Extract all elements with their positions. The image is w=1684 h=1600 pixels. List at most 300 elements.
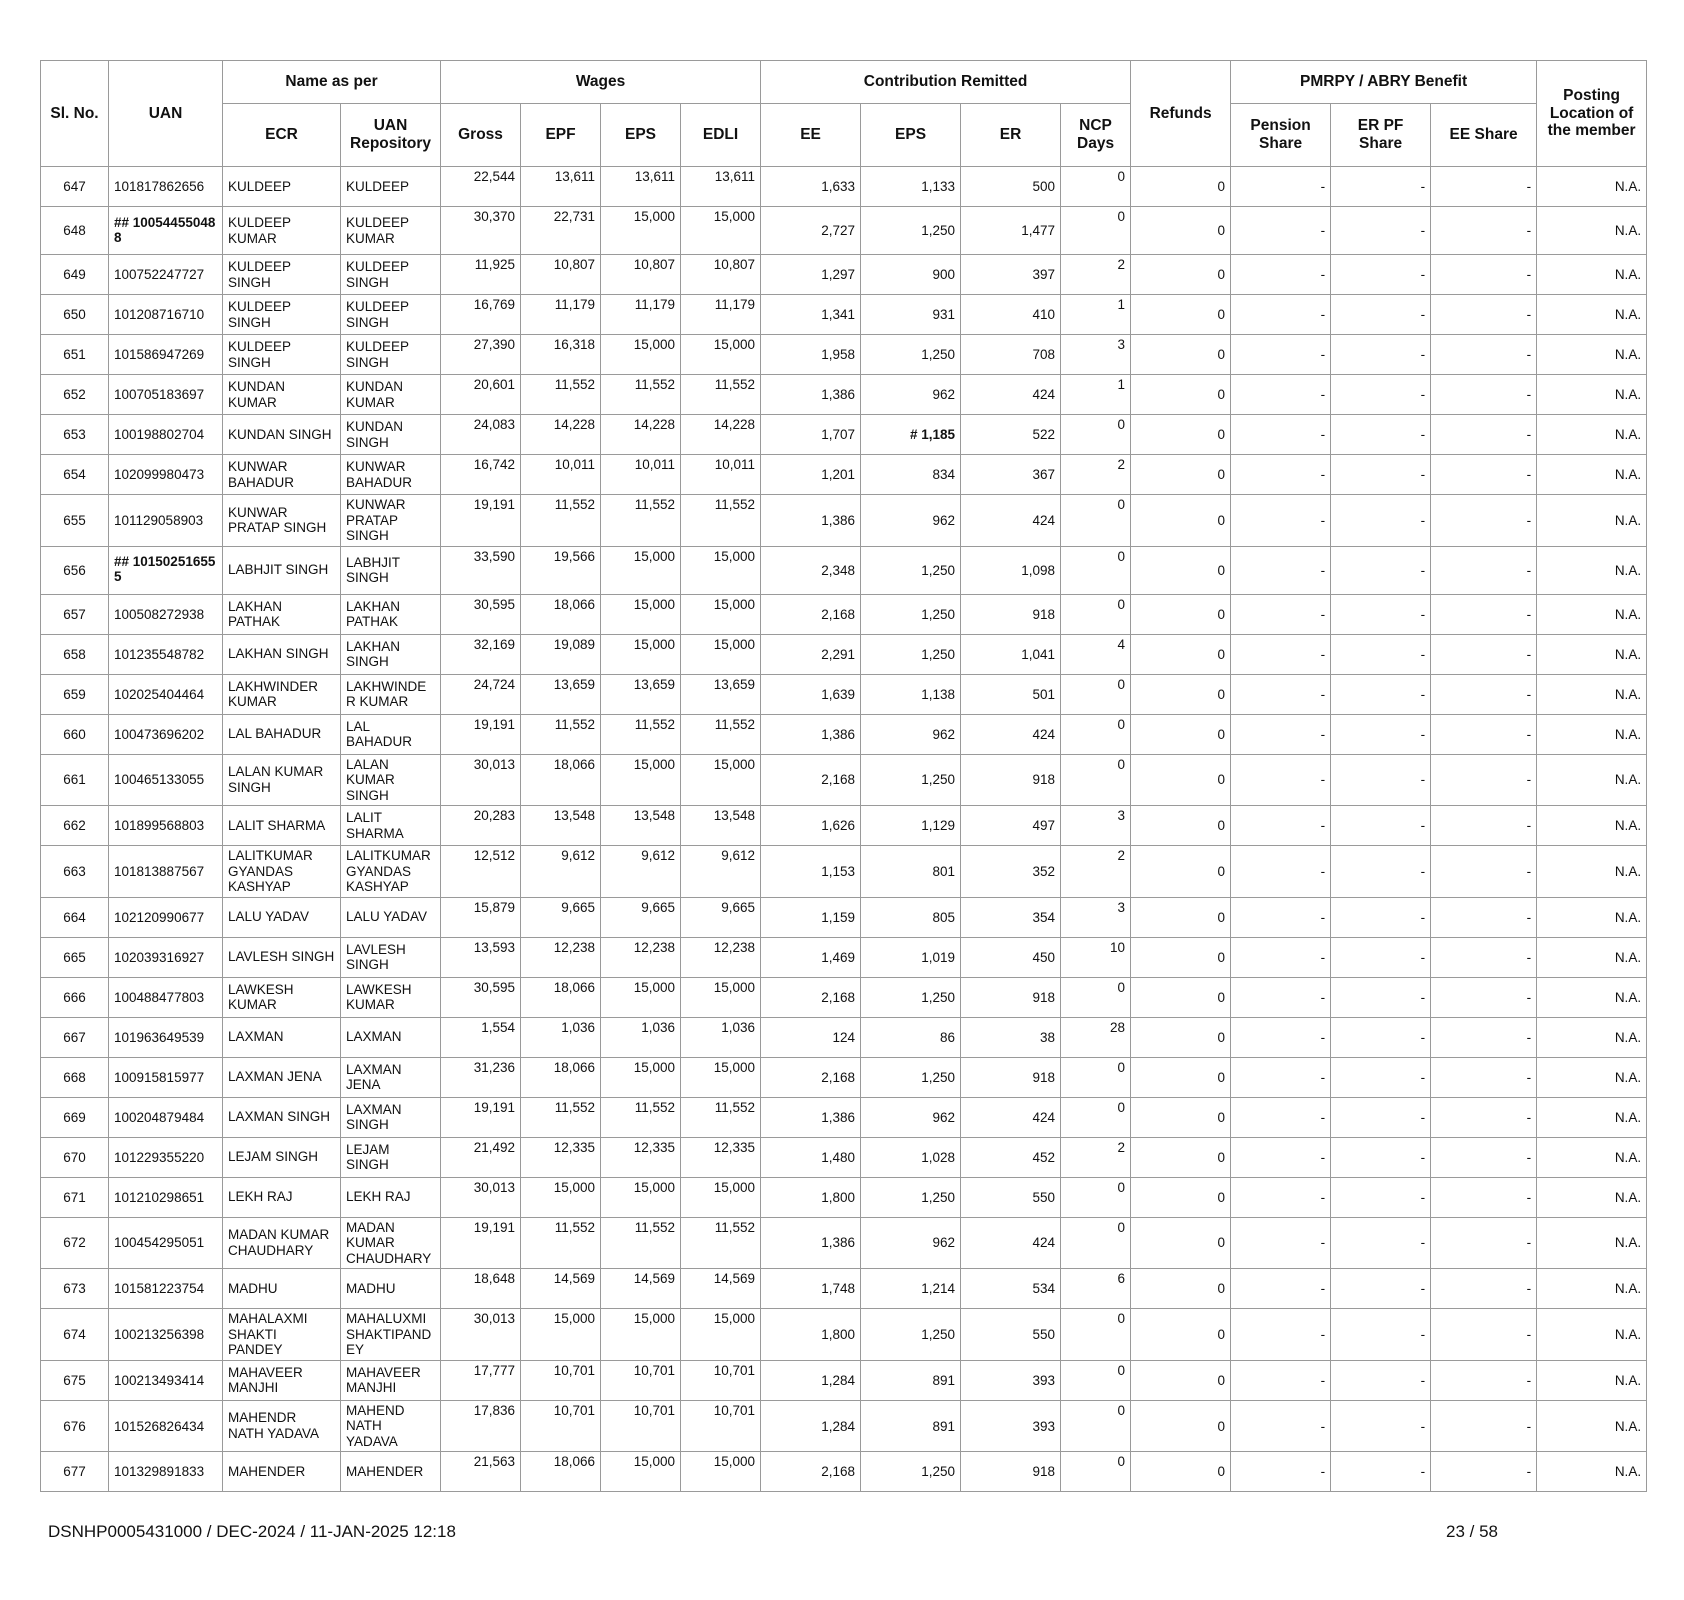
- cell-er: 550: [961, 1309, 1061, 1361]
- cell-er: 534: [961, 1269, 1061, 1309]
- cell-uan: 101817862656: [109, 167, 223, 207]
- cell-contribution-eps: # 1,185: [861, 415, 961, 455]
- cell-epf: 16,318: [521, 335, 601, 375]
- cell-gross: 16,769: [441, 295, 521, 335]
- cell-name-uan-repository: LAVLESH SINGH: [341, 937, 441, 977]
- cell-posting-location: N.A.: [1537, 594, 1647, 634]
- cell-ee: 1,958: [761, 335, 861, 375]
- cell-er: 918: [961, 754, 1061, 806]
- cell-ncp-days: 0: [1061, 1057, 1131, 1097]
- cell-eps: 10,701: [601, 1360, 681, 1400]
- table-row: [41, 1269, 1647, 1309]
- cell-refunds: 0: [1131, 937, 1231, 977]
- cell-ee-share: -: [1431, 754, 1537, 806]
- cell-ncp-days: 0: [1061, 495, 1131, 547]
- table-row: [41, 255, 1647, 295]
- cell-name-uan-repository: LAKHAN SINGH: [341, 634, 441, 674]
- cell-epf: 10,807: [521, 255, 601, 295]
- cell-contribution-eps: 1,250: [861, 546, 961, 594]
- cell-name-uan-repository: KULDEEP KUMAR: [341, 207, 441, 255]
- cell-pension-share: -: [1231, 846, 1331, 898]
- cell-pension-share: -: [1231, 1452, 1331, 1492]
- table-row: [41, 594, 1647, 634]
- cell-sl-no: 665: [41, 937, 109, 977]
- cell-name-ecr: MADHU: [223, 1269, 341, 1309]
- cell-ncp-days: 0: [1061, 1177, 1131, 1217]
- cell-er-pf-share: -: [1331, 295, 1431, 335]
- cell-ncp-days: 0: [1061, 1309, 1131, 1361]
- cell-ncp-days: 0: [1061, 1360, 1131, 1400]
- cell-ee-share: -: [1431, 167, 1537, 207]
- cell-ee: 1,297: [761, 255, 861, 295]
- cell-contribution-eps: 962: [861, 375, 961, 415]
- cell-posting-location: N.A.: [1537, 674, 1647, 714]
- cell-sl-no: 676: [41, 1400, 109, 1452]
- table-row: [41, 1452, 1647, 1492]
- cell-contribution-eps: 1,250: [861, 1057, 961, 1097]
- cell-pension-share: -: [1231, 977, 1331, 1017]
- table-row: [41, 806, 1647, 846]
- cell-epf: 19,566: [521, 546, 601, 594]
- cell-ee-share: -: [1431, 977, 1537, 1017]
- cell-name-ecr: MAHAVEER MANJHI: [223, 1360, 341, 1400]
- cell-ee-share: -: [1431, 375, 1537, 415]
- cell-eps: 15,000: [601, 335, 681, 375]
- cell-ee-share: -: [1431, 1097, 1537, 1137]
- cell-er-pf-share: -: [1331, 375, 1431, 415]
- header-uan-repository: UAN Repository: [341, 104, 441, 167]
- cell-edli: 12,238: [681, 937, 761, 977]
- table-row: [41, 1137, 1647, 1177]
- cell-ee-share: -: [1431, 1017, 1537, 1057]
- cell-er: 500: [961, 167, 1061, 207]
- cell-epf: 19,089: [521, 634, 601, 674]
- cell-er-pf-share: -: [1331, 1400, 1431, 1452]
- cell-eps: 15,000: [601, 594, 681, 634]
- cell-name-uan-repository: LALITKUMAR GYANDAS KASHYAP: [341, 846, 441, 898]
- cell-epf: 18,066: [521, 977, 601, 1017]
- cell-ee: 1,480: [761, 1137, 861, 1177]
- cell-eps: 11,552: [601, 714, 681, 754]
- cell-er: 1,477: [961, 207, 1061, 255]
- cell-uan: 100204879484: [109, 1097, 223, 1137]
- cell-er-pf-share: -: [1331, 937, 1431, 977]
- cell-edli: 10,701: [681, 1360, 761, 1400]
- cell-name-uan-repository: LAKHAN PATHAK: [341, 594, 441, 634]
- cell-sl-no: 653: [41, 415, 109, 455]
- cell-er-pf-share: -: [1331, 846, 1431, 898]
- cell-refunds: 0: [1131, 167, 1231, 207]
- cell-name-ecr: LAXMAN: [223, 1017, 341, 1057]
- cell-posting-location: N.A.: [1537, 335, 1647, 375]
- cell-name-ecr: LALU YADAV: [223, 897, 341, 937]
- cell-name-uan-repository: KULDEEP SINGH: [341, 255, 441, 295]
- cell-uan: 102039316927: [109, 937, 223, 977]
- cell-edli: 13,548: [681, 806, 761, 846]
- cell-sl-no: 655: [41, 495, 109, 547]
- cell-contribution-eps: 1,028: [861, 1137, 961, 1177]
- cell-er-pf-share: -: [1331, 594, 1431, 634]
- cell-er-pf-share: -: [1331, 167, 1431, 207]
- cell-er: 424: [961, 1217, 1061, 1269]
- cell-sl-no: 672: [41, 1217, 109, 1269]
- cell-ncp-days: 0: [1061, 207, 1131, 255]
- cell-epf: 11,179: [521, 295, 601, 335]
- cell-uan: 100454295051: [109, 1217, 223, 1269]
- cell-epf: 14,569: [521, 1269, 601, 1309]
- cell-sl-no: 669: [41, 1097, 109, 1137]
- cell-er: 1,041: [961, 634, 1061, 674]
- cell-contribution-eps: 1,250: [861, 335, 961, 375]
- cell-epf: 13,611: [521, 167, 601, 207]
- cell-contribution-eps: 1,250: [861, 634, 961, 674]
- cell-epf: 10,011: [521, 455, 601, 495]
- cell-er-pf-share: -: [1331, 546, 1431, 594]
- cell-gross: 27,390: [441, 335, 521, 375]
- cell-gross: 30,013: [441, 1177, 521, 1217]
- cell-uan: 101210298651: [109, 1177, 223, 1217]
- cell-uan: 102120990677: [109, 897, 223, 937]
- cell-name-uan-repository: LEKH RAJ: [341, 1177, 441, 1217]
- cell-eps: 15,000: [601, 207, 681, 255]
- cell-posting-location: N.A.: [1537, 634, 1647, 674]
- cell-er: 38: [961, 1017, 1061, 1057]
- cell-ee: 1,386: [761, 495, 861, 547]
- cell-sl-no: 648: [41, 207, 109, 255]
- cell-er: 450: [961, 937, 1061, 977]
- cell-sl-no: 659: [41, 674, 109, 714]
- cell-pension-share: -: [1231, 255, 1331, 295]
- cell-gross: 17,777: [441, 1360, 521, 1400]
- cell-name-ecr: KUNWAR PRATAP SINGH: [223, 495, 341, 547]
- table-row: [41, 1217, 1647, 1269]
- cell-gross: 20,283: [441, 806, 521, 846]
- cell-name-uan-repository: MAHAVEER MANJHI: [341, 1360, 441, 1400]
- cell-edli: 15,000: [681, 1309, 761, 1361]
- cell-pension-share: -: [1231, 674, 1331, 714]
- cell-uan: 100705183697: [109, 375, 223, 415]
- cell-name-uan-repository: LAL BAHADUR: [341, 714, 441, 754]
- cell-gross: 17,836: [441, 1400, 521, 1452]
- cell-contribution-eps: 1,019: [861, 937, 961, 977]
- cell-name-uan-repository: MADAN KUMAR CHAUDHARY: [341, 1217, 441, 1269]
- cell-uan: 101208716710: [109, 295, 223, 335]
- cell-gross: 20,601: [441, 375, 521, 415]
- cell-eps: 15,000: [601, 1452, 681, 1492]
- cell-posting-location: N.A.: [1537, 375, 1647, 415]
- cell-posting-location: N.A.: [1537, 806, 1647, 846]
- cell-uan: 101899568803: [109, 806, 223, 846]
- table-row: [41, 977, 1647, 1017]
- table-row: [41, 634, 1647, 674]
- cell-epf: 11,552: [521, 1217, 601, 1269]
- cell-refunds: 0: [1131, 714, 1231, 754]
- cell-pension-share: -: [1231, 295, 1331, 335]
- cell-edli: 11,552: [681, 375, 761, 415]
- cell-sl-no: 674: [41, 1309, 109, 1361]
- cell-refunds: 0: [1131, 375, 1231, 415]
- cell-gross: 15,879: [441, 897, 521, 937]
- cell-eps: 13,548: [601, 806, 681, 846]
- table-row: [41, 455, 1647, 495]
- cell-ncp-days: 0: [1061, 415, 1131, 455]
- table-row: [41, 495, 1647, 547]
- cell-pension-share: -: [1231, 1097, 1331, 1137]
- cell-pension-share: -: [1231, 495, 1331, 547]
- cell-eps: 1,036: [601, 1017, 681, 1057]
- cell-gross: 18,648: [441, 1269, 521, 1309]
- header-gross: Gross: [441, 104, 521, 167]
- cell-pension-share: -: [1231, 594, 1331, 634]
- cell-name-ecr: LABHJIT SINGH: [223, 546, 341, 594]
- cell-gross: 32,169: [441, 634, 521, 674]
- header-contribution-remitted: Contribution Remitted: [761, 61, 1131, 104]
- cell-ee-share: -: [1431, 594, 1537, 634]
- cell-name-ecr: KULDEEP KUMAR: [223, 207, 341, 255]
- cell-ee-share: -: [1431, 1400, 1537, 1452]
- cell-gross: 21,563: [441, 1452, 521, 1492]
- cell-contribution-eps: 962: [861, 1217, 961, 1269]
- cell-gross: 11,925: [441, 255, 521, 295]
- table-row: [41, 295, 1647, 335]
- header-epf: EPF: [521, 104, 601, 167]
- cell-epf: 11,552: [521, 714, 601, 754]
- cell-ee-share: -: [1431, 1057, 1537, 1097]
- cell-gross: 30,013: [441, 1309, 521, 1361]
- cell-ee-share: -: [1431, 1360, 1537, 1400]
- cell-edli: 13,611: [681, 167, 761, 207]
- cell-uan: 100198802704: [109, 415, 223, 455]
- cell-uan: 102099980473: [109, 455, 223, 495]
- contribution-table: [40, 60, 1647, 1492]
- cell-ncp-days: 0: [1061, 977, 1131, 1017]
- cell-refunds: 0: [1131, 674, 1231, 714]
- cell-epf: 18,066: [521, 594, 601, 634]
- cell-name-ecr: KULDEEP SINGH: [223, 335, 341, 375]
- cell-edli: 14,569: [681, 1269, 761, 1309]
- cell-ee-share: -: [1431, 846, 1537, 898]
- cell-refunds: 0: [1131, 594, 1231, 634]
- cell-uan: 101963649539: [109, 1017, 223, 1057]
- cell-contribution-eps: 1,250: [861, 977, 961, 1017]
- cell-ee: 1,386: [761, 1097, 861, 1137]
- cell-refunds: 0: [1131, 806, 1231, 846]
- cell-refunds: 0: [1131, 455, 1231, 495]
- cell-name-uan-repository: KUNDAN KUMAR: [341, 375, 441, 415]
- cell-contribution-eps: 1,138: [861, 674, 961, 714]
- cell-ncp-days: 1: [1061, 295, 1131, 335]
- cell-er: 918: [961, 1057, 1061, 1097]
- cell-name-uan-repository: LAXMAN SINGH: [341, 1097, 441, 1137]
- table-row: [41, 754, 1647, 806]
- cell-contribution-eps: 891: [861, 1400, 961, 1452]
- cell-posting-location: N.A.: [1537, 1452, 1647, 1492]
- cell-eps: 11,552: [601, 495, 681, 547]
- cell-posting-location: N.A.: [1537, 546, 1647, 594]
- cell-uan: 100915815977: [109, 1057, 223, 1097]
- cell-name-uan-repository: KUNWAR BAHADUR: [341, 455, 441, 495]
- cell-eps: 11,552: [601, 1097, 681, 1137]
- cell-pension-share: -: [1231, 1177, 1331, 1217]
- cell-ee-share: -: [1431, 1217, 1537, 1269]
- cell-epf: 18,066: [521, 1057, 601, 1097]
- cell-pension-share: -: [1231, 375, 1331, 415]
- cell-uan: 102025404464: [109, 674, 223, 714]
- cell-uan: 100488477803: [109, 977, 223, 1017]
- cell-name-ecr: LAKHWINDER KUMAR: [223, 674, 341, 714]
- cell-refunds: 0: [1131, 754, 1231, 806]
- cell-name-ecr: LAXMAN SINGH: [223, 1097, 341, 1137]
- cell-er-pf-share: -: [1331, 897, 1431, 937]
- cell-er-pf-share: -: [1331, 1452, 1431, 1492]
- cell-gross: 31,236: [441, 1057, 521, 1097]
- cell-edli: 15,000: [681, 977, 761, 1017]
- cell-epf: 11,552: [521, 495, 601, 547]
- header-ecr: ECR: [223, 104, 341, 167]
- cell-ncp-days: 0: [1061, 167, 1131, 207]
- cell-refunds: 0: [1131, 207, 1231, 255]
- cell-ncp-days: 0: [1061, 1452, 1131, 1492]
- cell-edli: 1,036: [681, 1017, 761, 1057]
- cell-edli: 15,000: [681, 634, 761, 674]
- cell-posting-location: N.A.: [1537, 1137, 1647, 1177]
- cell-ee-share: -: [1431, 634, 1537, 674]
- header-er: ER: [961, 104, 1061, 167]
- cell-contribution-eps: 805: [861, 897, 961, 937]
- cell-name-uan-repository: LALIT SHARMA: [341, 806, 441, 846]
- cell-epf: 10,701: [521, 1400, 601, 1452]
- cell-posting-location: N.A.: [1537, 1017, 1647, 1057]
- header-name-as-per: Name as per: [223, 61, 441, 104]
- cell-er: 424: [961, 375, 1061, 415]
- cell-contribution-eps: 801: [861, 846, 961, 898]
- cell-er-pf-share: -: [1331, 1309, 1431, 1361]
- cell-edli: 14,228: [681, 415, 761, 455]
- cell-eps: 10,807: [601, 255, 681, 295]
- header-edli: EDLI: [681, 104, 761, 167]
- cell-posting-location: N.A.: [1537, 846, 1647, 898]
- cell-gross: 1,554: [441, 1017, 521, 1057]
- cell-posting-location: N.A.: [1537, 1217, 1647, 1269]
- cell-ee: 2,291: [761, 634, 861, 674]
- cell-gross: 19,191: [441, 495, 521, 547]
- cell-uan: 100752247727: [109, 255, 223, 295]
- cell-refunds: 0: [1131, 1309, 1231, 1361]
- cell-refunds: 0: [1131, 1137, 1231, 1177]
- cell-sl-no: 666: [41, 977, 109, 1017]
- cell-name-ecr: LEKH RAJ: [223, 1177, 341, 1217]
- cell-ee-share: -: [1431, 335, 1537, 375]
- cell-posting-location: N.A.: [1537, 1057, 1647, 1097]
- cell-eps: 12,335: [601, 1137, 681, 1177]
- table-row: [41, 1309, 1647, 1361]
- cell-pension-share: -: [1231, 335, 1331, 375]
- cell-uan: 101235548782: [109, 634, 223, 674]
- cell-er: 918: [961, 977, 1061, 1017]
- cell-sl-no: 651: [41, 335, 109, 375]
- table-body: [41, 167, 1647, 1492]
- cell-er-pf-share: -: [1331, 1097, 1431, 1137]
- cell-contribution-eps: 962: [861, 495, 961, 547]
- document-reference: DSNHP0005431000 / DEC-2024 / 11-JAN-2025 12:18: [48, 1522, 456, 1541]
- header-sl-no: Sl. No.: [41, 61, 109, 167]
- cell-ee: 1,153: [761, 846, 861, 898]
- cell-pension-share: -: [1231, 897, 1331, 937]
- cell-edli: 13,659: [681, 674, 761, 714]
- cell-gross: 19,191: [441, 1217, 521, 1269]
- cell-ee-share: -: [1431, 674, 1537, 714]
- cell-ee: 1,707: [761, 415, 861, 455]
- cell-name-ecr: LAVLESH SINGH: [223, 937, 341, 977]
- cell-edli: 15,000: [681, 1177, 761, 1217]
- cell-ee-share: -: [1431, 495, 1537, 547]
- header-pension-share: Pension Share: [1231, 104, 1331, 167]
- cell-ee: 1,626: [761, 806, 861, 846]
- cell-posting-location: N.A.: [1537, 1097, 1647, 1137]
- cell-gross: 30,013: [441, 754, 521, 806]
- cell-eps: 15,000: [601, 1309, 681, 1361]
- cell-er: 393: [961, 1360, 1061, 1400]
- cell-uan: 100213493414: [109, 1360, 223, 1400]
- cell-ee-share: -: [1431, 546, 1537, 594]
- cell-posting-location: N.A.: [1537, 1360, 1647, 1400]
- cell-name-ecr: KULDEEP: [223, 167, 341, 207]
- cell-edli: 15,000: [681, 594, 761, 634]
- cell-edli: 11,552: [681, 714, 761, 754]
- cell-ee: 1,800: [761, 1309, 861, 1361]
- cell-sl-no: 652: [41, 375, 109, 415]
- cell-ee: 1,633: [761, 167, 861, 207]
- cell-refunds: 0: [1131, 1452, 1231, 1492]
- cell-refunds: 0: [1131, 1269, 1231, 1309]
- cell-ee: 1,284: [761, 1360, 861, 1400]
- cell-eps: 11,179: [601, 295, 681, 335]
- cell-name-ecr: LAWKESH KUMAR: [223, 977, 341, 1017]
- header-ncp-days: NCP Days: [1061, 104, 1131, 167]
- cell-pension-share: -: [1231, 546, 1331, 594]
- header-ee: EE: [761, 104, 861, 167]
- cell-sl-no: 657: [41, 594, 109, 634]
- cell-er-pf-share: -: [1331, 674, 1431, 714]
- table-row: [41, 714, 1647, 754]
- cell-uan: 101813887567: [109, 846, 223, 898]
- cell-er: 354: [961, 897, 1061, 937]
- cell-name-uan-repository: LAXMAN JENA: [341, 1057, 441, 1097]
- cell-name-uan-repository: LEJAM SINGH: [341, 1137, 441, 1177]
- cell-edli: 10,011: [681, 455, 761, 495]
- cell-uan: 100508272938: [109, 594, 223, 634]
- cell-refunds: 0: [1131, 1217, 1231, 1269]
- cell-ee-share: -: [1431, 937, 1537, 977]
- cell-epf: 10,701: [521, 1360, 601, 1400]
- cell-ncp-days: 1: [1061, 375, 1131, 415]
- cell-eps: 13,611: [601, 167, 681, 207]
- cell-eps: 15,000: [601, 634, 681, 674]
- cell-epf: 11,552: [521, 375, 601, 415]
- cell-uan: 101581223754: [109, 1269, 223, 1309]
- cell-posting-location: N.A.: [1537, 977, 1647, 1017]
- cell-ee-share: -: [1431, 455, 1537, 495]
- cell-name-ecr: KULDEEP SINGH: [223, 255, 341, 295]
- cell-ee-share: -: [1431, 897, 1537, 937]
- cell-ncp-days: 3: [1061, 335, 1131, 375]
- cell-ncp-days: 28: [1061, 1017, 1131, 1057]
- cell-gross: 30,370: [441, 207, 521, 255]
- cell-posting-location: N.A.: [1537, 455, 1647, 495]
- cell-uan: 101229355220: [109, 1137, 223, 1177]
- cell-ee: 1,201: [761, 455, 861, 495]
- cell-epf: 18,066: [521, 754, 601, 806]
